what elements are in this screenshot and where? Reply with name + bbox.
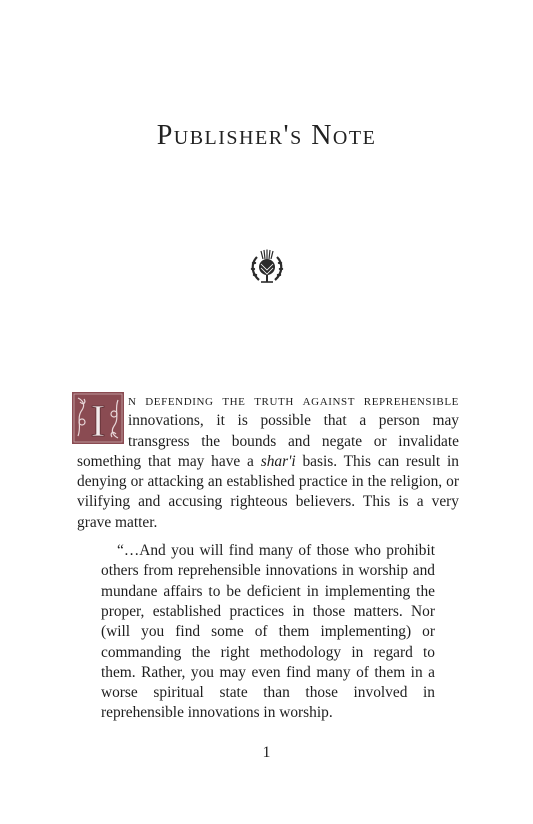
paragraph-text-part-2: basis. This can result in denying or attacking an established practice in the religion, or vilifying and accusing righteous believers. This is a very grave matter. xyxy=(77,452,459,531)
drop-cap-letter: I xyxy=(90,395,106,444)
block-quote xyxy=(101,541,435,724)
paragraph-text-part-1: innovations, it is possible that a person may transgress the bounds and negate or invalidate something that may have a xyxy=(77,412,459,470)
drop-cap-illuminated-letter xyxy=(72,392,124,444)
block-quote-text: “…And you will find many of those who prohibit others from reprehensible innovations in worship and mundane affairs to be deficient in implementing the proper, established practices in those matters. Nor (will you find some of them implementing) or commanding the right methodology in regard to them. Rather, you may even find many of them in a worse spiritual state than those involved in reprehensible innovations in worship. xyxy=(101,542,435,722)
page-number: 1 xyxy=(262,744,271,761)
page-title xyxy=(0,120,533,152)
paragraph-lead-small-caps: n defending the truth against reprehensible xyxy=(128,393,459,409)
thistle-emblem-icon xyxy=(247,249,287,285)
body-text xyxy=(77,391,459,724)
opening-paragraph xyxy=(77,391,459,533)
italic-term: shar'i xyxy=(260,452,296,470)
page-title-text: Publisher's Note xyxy=(156,120,377,151)
